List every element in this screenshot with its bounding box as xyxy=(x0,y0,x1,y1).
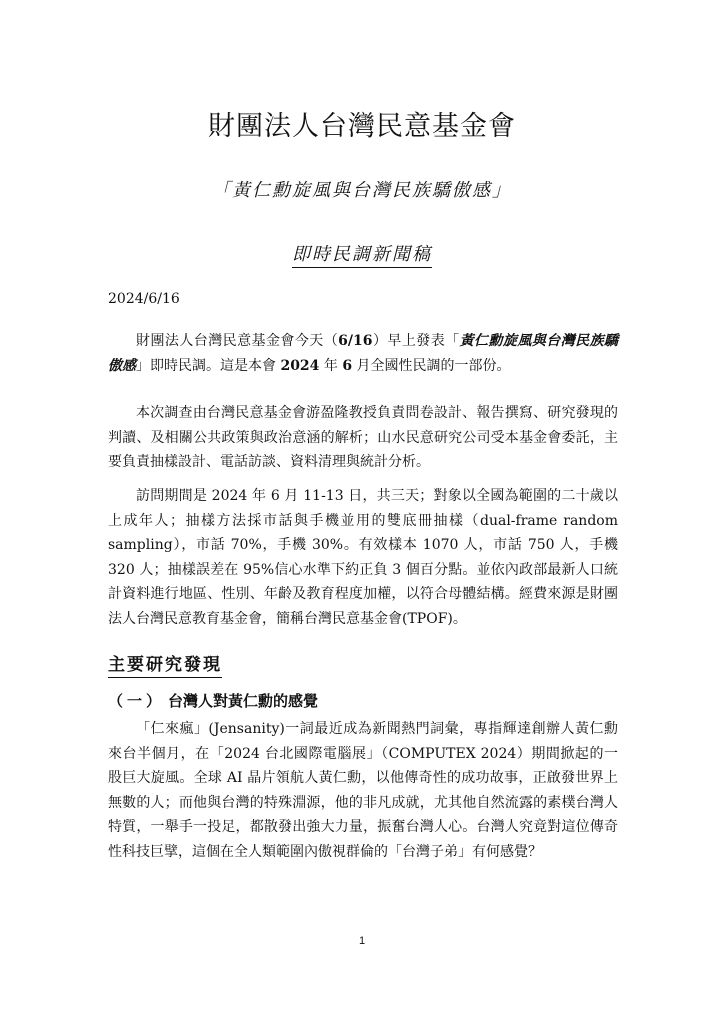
p1-month-bold: 6 xyxy=(342,357,353,374)
p1-year-bold: 2024 xyxy=(280,357,320,374)
release-type: 即時民調新聞稿 xyxy=(292,244,432,268)
page-number: 1 xyxy=(358,935,366,947)
intro-paragraph-1 xyxy=(108,329,618,378)
subsection-heading xyxy=(108,690,318,711)
p1-text-a: 財團法人台灣民意基金會今天（ xyxy=(136,333,339,349)
section-body-paragraph: 「仁來瘋」(Jensanity)一詞最近成為新聞熱門詞彙，專指輝達創辦人黃仁勳來台半個月，在「2024 台北國際電腦展」（COMPUTEX 2024）期間掀起的一股巨大旋風。全球 AI 晶片領航人黃仁勳，以他傳奇性的成功故事，正啟發世界上無數的人；而他與台灣的特殊淵源，他的非凡成就，尤其他自然流露的素樸台灣人特質，一舉手一投足，都散發出強大力量，振奮台灣人心。台灣人究竟對這位傳奇性科技巨擘，這個在全人類範圍內傲視群倫的「台灣子弟」有何感覺？ xyxy=(108,721,618,860)
section-heading-text: 主要研究發現 xyxy=(108,655,222,678)
release-date: 2024/6/16 xyxy=(108,291,180,307)
p1-survey-title: 黃仁勳旋風與台灣民族驕傲感 xyxy=(108,333,619,374)
intro-paragraph-3: 訪問期間是 2024 年 6 月 11-13 日，共三天；對象以全國為範圍的二十歲以上成年人；抽樣方法採市話與手機並用的雙底冊抽樣（dual-frame random sampling），市話 70%，手機 30%。有效樣本 1070 人，市話 750 人，手機 320 人；抽樣誤差在 95%信心水準下約正負 3 個百分點。並依內政部最新人口統計資料進行地區、性別、年齡及教育程度加權，以符合母體結構。經費來源是財團法人台灣民意教育基金會，簡稱台灣民意基金會(TPOF)。 xyxy=(108,488,618,627)
p1-text-c: 」即時民調。這是本會 xyxy=(136,357,281,374)
intro-paragraph-2: 本次調查由台灣民意基金會游盈隆教授負責問卷設計、報告撰寫、研究發現的判讀、及相關公共政策與政治意涵的解析；山水民意研究公司受本基金會委託，主要負責抽樣設計、電話訪談、資料清理與統計分析。 xyxy=(108,405,618,470)
subsection-title: 台灣人對黃仁勳的感覺 xyxy=(168,692,319,710)
section-heading xyxy=(108,650,222,675)
p1-date-bold: 6/16 xyxy=(338,333,373,349)
p1-text-b: ）早上發表「 xyxy=(372,333,460,349)
p1-text-e: 月全國性民調的一部份。 xyxy=(352,357,511,374)
org-title: 財團法人台灣民意基金會 xyxy=(208,111,516,142)
report-subtitle: 「黃仁勳旋風與台灣民族驕傲感」 xyxy=(212,180,512,201)
release-type-line xyxy=(0,240,724,266)
p1-text-d: 年 xyxy=(319,357,343,374)
subsection-number: （一） xyxy=(108,692,166,710)
